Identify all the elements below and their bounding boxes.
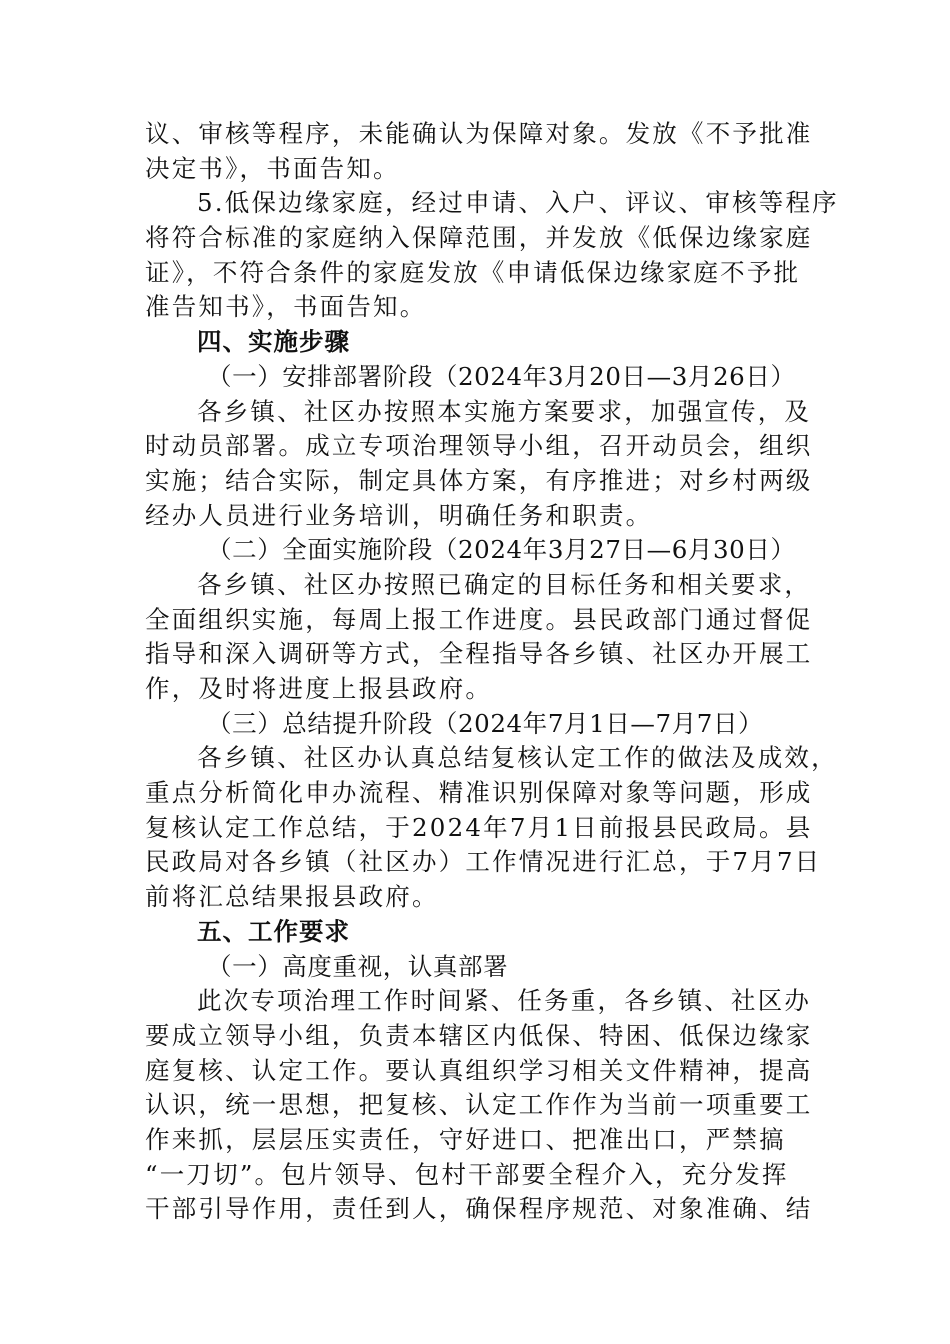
document-body: [145, 117, 839, 1227]
text-line: 实施；结合实际，制定具体方案，有序推进；对乡村两级: [145, 465, 813, 495]
paragraph-start: 各乡镇、社区办按照已确定的目标任务和相关要求，: [197, 569, 812, 599]
section-heading: 四、实施步骤: [197, 327, 350, 357]
subsection-heading: （三）总结提升阶段（2024年7月1日—7月7日）: [207, 708, 764, 738]
section-heading: 五、工作要求: [197, 916, 350, 946]
text-line: 要成立领导小组，负责本辖区内低保、特困、低保边缘家: [145, 1020, 813, 1050]
text-line: 重点分析简化申办流程、精准识别保障对象等问题，形成: [145, 778, 813, 808]
paragraph-start: 各乡镇、社区办认真总结复核认定工作的做法及成效，: [197, 743, 838, 773]
subsection-heading: （一）安排部署阶段（2024年3月20日—3月26日）: [207, 361, 796, 391]
text-line: 复核认定工作总结，于2024年7月1日前报县民政局。县: [145, 812, 813, 842]
text-line: 指导和深入调研等方式，全程指导各乡镇、社区办开展工: [145, 639, 813, 669]
text-line: 议、审核等程序，未能确认为保障对象。发放《不予批准: [145, 119, 813, 148]
text-line: 经办人员进行业务培训，明确任务和职责。: [145, 500, 653, 530]
text-line: 时动员部署。成立专项治理领导小组，召开动员会，组织: [145, 431, 813, 461]
text-line: 民政局对各乡镇（社区办）工作情况进行汇总，于7月7日: [145, 847, 822, 877]
paragraph-start: 5.低保边缘家庭，经过申请、入户、评议、审核等程序: [197, 188, 839, 218]
paragraph-start: 各乡镇、社区办按照本实施方案要求，加强宣传，及: [197, 396, 812, 426]
text-line: 全面组织实施，每周上报工作进度。县民政部门通过督促: [145, 604, 813, 634]
text-line: 作来抓，层层压实责任，守好进口、把准出口，严禁搞: [145, 1124, 786, 1154]
text-line: 决定书》，书面告知。: [145, 153, 400, 183]
paragraph-start: 此次专项治理工作时间紧、任务重，各乡镇、社区办: [197, 986, 812, 1016]
text-line: 准告知书》，书面告知。: [145, 292, 427, 322]
subsection-heading: （二）全面实施阶段（2024年3月27日—6月30日）: [207, 535, 796, 565]
text-line: 干部引导作用，责任到人，确保程序规范、对象准确、结: [145, 1194, 813, 1224]
text-line: 证》，不符合条件的家庭发放《申请低保边缘家庭不予批: [145, 257, 801, 287]
text-line: 作，及时将进度上报县政府。: [145, 674, 493, 703]
subsection-heading: （一）高度重视，认真部署: [207, 951, 509, 981]
text-line: 认识，统一思想，把复核、认定工作作为当前一项重要工: [145, 1090, 813, 1120]
text-line: 前将汇总结果报县政府。: [145, 882, 439, 912]
text-line: “一刀切”。包片领导、包村干部要全程介入，充分发挥: [145, 1159, 789, 1189]
text-line: 将符合标准的家庭纳入保障范围，并发放《低保边缘家庭: [145, 223, 813, 253]
text-line: 庭复核、认定工作。要认真组织学习相关文件精神，提高: [145, 1055, 813, 1085]
